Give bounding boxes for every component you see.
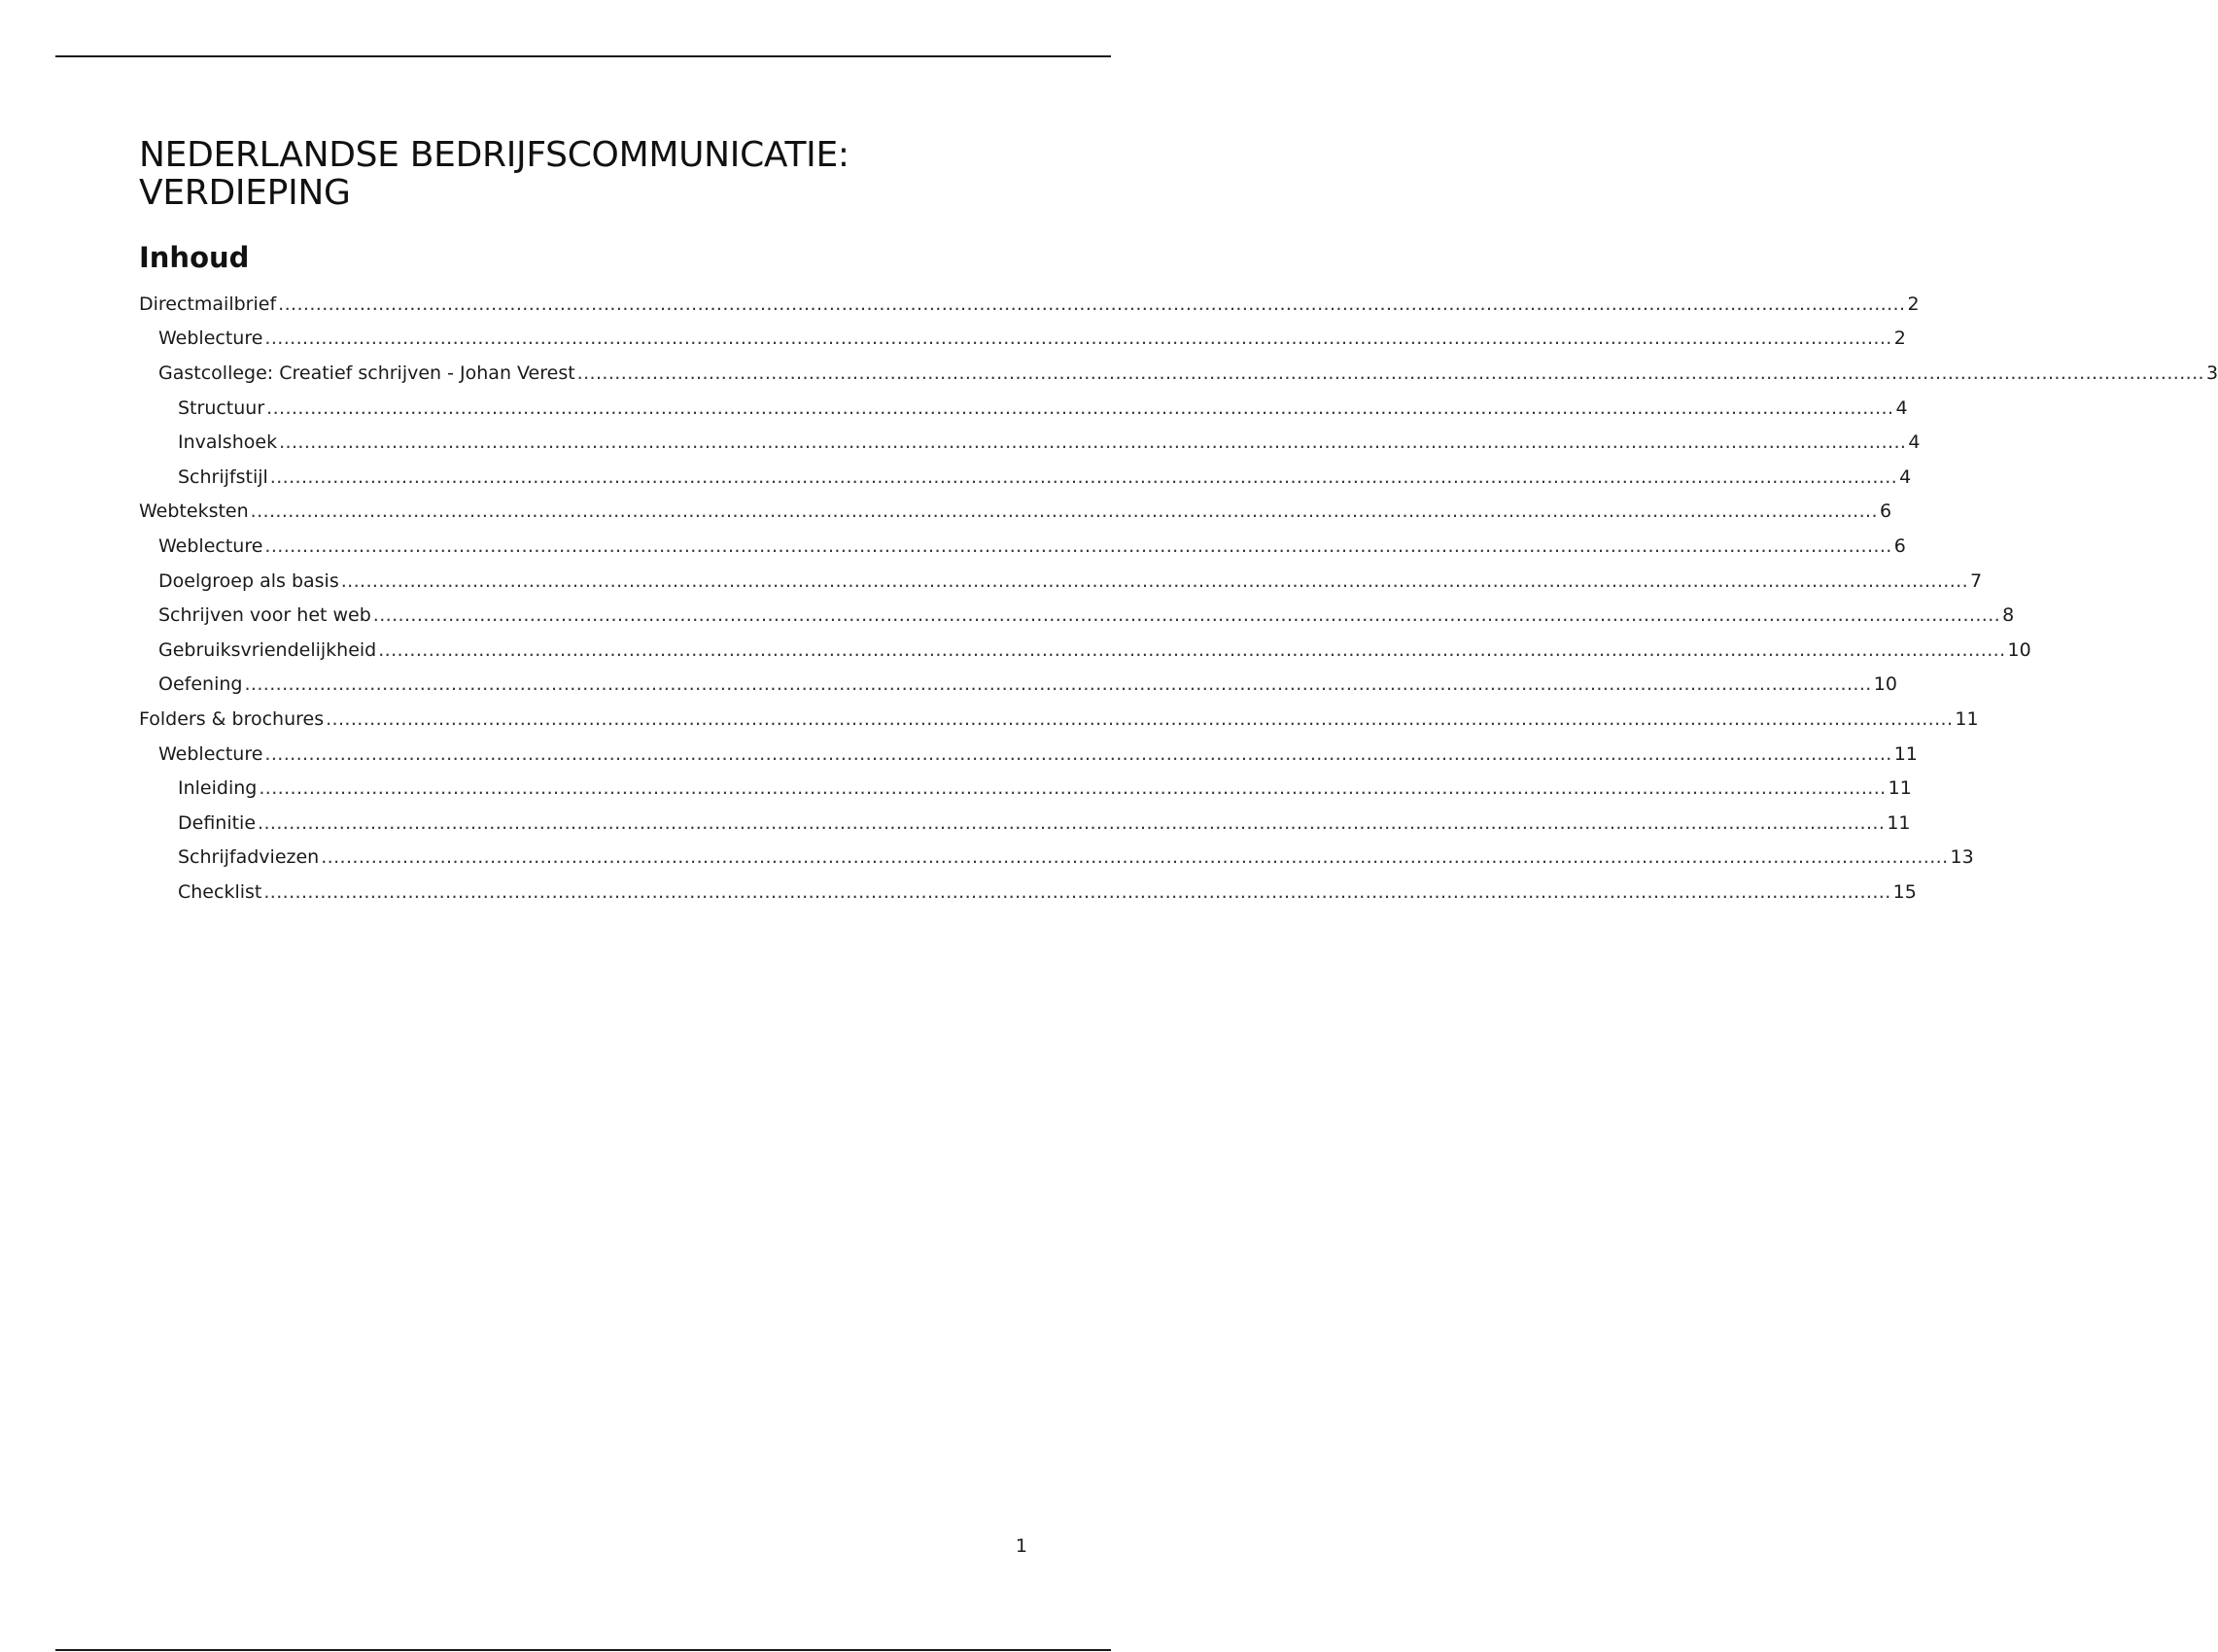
toc-dot-leader: ....................................................................................................................................................................................................................................................................	[378, 638, 2006, 661]
toc-dot-leader: ....................................................................................................................................................................................................................................................................	[269, 465, 1898, 488]
toc-entry-label: Definitie	[178, 811, 257, 834]
toc-entry-page: 15	[1892, 880, 1917, 903]
toc-entry-label: Webteksten	[139, 500, 249, 523]
toc-entry-label: Directmailbrief	[139, 293, 277, 315]
toc-entry-label: Folders & brochures	[139, 707, 325, 730]
toc-entry-page: 2	[1893, 327, 1906, 350]
top-rule	[55, 55, 1111, 57]
toc-entry-page: 11	[1955, 707, 1979, 730]
toc-entry-page: 4	[1899, 465, 1912, 488]
toc-entry-label: Schrijven voor het web	[158, 604, 371, 627]
toc-entry-page: 7	[1970, 569, 1983, 592]
toc-entry[interactable]	[139, 287, 1920, 322]
toc-heading: Inhoud	[139, 241, 250, 274]
toc-entry[interactable]	[139, 875, 1917, 910]
toc-entry-page: 2	[1907, 293, 1920, 315]
toc-entry[interactable]	[139, 356, 2218, 391]
toc-entry-page: 6	[1879, 500, 1892, 523]
document-title: NEDERLANDSE BEDRIJFSCOMMUNICATIE: VERDIEPING	[139, 135, 849, 213]
toc-entry-label: Weblecture	[158, 327, 263, 350]
toc-entry[interactable]	[139, 598, 2015, 633]
toc-entry[interactable]	[139, 322, 1906, 357]
toc-entry-page: 10	[1873, 673, 1897, 696]
toc-entry[interactable]	[139, 806, 1911, 841]
toc-entry-label: Gastcollege: Creatief schrijven - Johan Verest	[158, 361, 575, 384]
toc-entry-label: Gebruiksvriendelijkheid	[158, 638, 377, 661]
toc-dot-leader: ....................................................................................................................................................................................................................................................................	[278, 293, 1906, 315]
toc-entry-label: Weblecture	[158, 534, 263, 557]
toc-entry-label: Schrijfstijl	[178, 465, 268, 488]
toc-dot-leader: ....................................................................................................................................................................................................................................................................	[279, 431, 1907, 454]
toc-dot-leader: ....................................................................................................................................................................................................................................................................	[326, 707, 1954, 730]
toc-entry[interactable]	[139, 633, 2031, 668]
toc-entry[interactable]	[139, 495, 1892, 530]
toc-entry-page: 13	[1950, 846, 1974, 869]
toc-dot-leader: ....................................................................................................................................................................................................................................................................	[259, 777, 1887, 800]
page-number: 1	[1015, 1535, 1027, 1557]
toc-dot-leader: ....................................................................................................................................................................................................................................................................	[264, 742, 1892, 765]
toc-entry-page: 3	[2205, 361, 2218, 384]
toc-entry[interactable]	[139, 425, 1921, 460]
toc-entry-label: Oefening	[158, 673, 243, 696]
toc-entry[interactable]	[139, 391, 1908, 426]
toc-entry-page: 11	[1893, 742, 1918, 765]
toc-entry[interactable]	[139, 771, 1912, 806]
toc-entry[interactable]	[139, 668, 1897, 703]
toc-entry-label: Invalshoek	[178, 431, 278, 454]
toc-dot-leader: ....................................................................................................................................................................................................................................................................	[258, 811, 1886, 834]
toc-entry-page: 6	[1893, 534, 1906, 557]
toc-entry[interactable]	[139, 841, 1974, 876]
toc-entry[interactable]	[139, 737, 1918, 772]
page-content	[139, 135, 2218, 903]
toc-entry-label: Structuur	[178, 396, 265, 419]
toc-entry-label: Weblecture	[158, 742, 263, 765]
toc-entry-page: 4	[1895, 396, 1908, 419]
toc-dot-leader: ....................................................................................................................................................................................................................................................................	[244, 673, 1872, 696]
toc-entry-page: 11	[1887, 811, 1911, 834]
toc-entry-label: Inleiding	[178, 777, 258, 800]
toc-dot-leader: ....................................................................................................................................................................................................................................................................	[264, 534, 1892, 557]
toc-dot-leader: ....................................................................................................................................................................................................................................................................	[250, 500, 1878, 523]
toc-entry-label: Doelgroep als basis	[158, 569, 339, 592]
toc-dot-leader: ....................................................................................................................................................................................................................................................................	[321, 846, 1949, 869]
toc-dot-leader: ....................................................................................................................................................................................................................................................................	[266, 396, 1894, 419]
toc-dot-leader: ....................................................................................................................................................................................................................................................................	[263, 880, 1891, 903]
toc-entry-page: 11	[1888, 777, 1912, 800]
toc-dot-leader: ....................................................................................................................................................................................................................................................................	[576, 361, 2204, 384]
toc-entry-label: Checklist	[178, 880, 262, 903]
toc-entry[interactable]	[139, 460, 1912, 495]
toc-entry-page: 4	[1908, 431, 1921, 454]
toc-dot-leader: ....................................................................................................................................................................................................................................................................	[264, 327, 1892, 350]
toc-entry-label: Schrijfadviezen	[178, 846, 320, 869]
toc-entry-page: 10	[2007, 638, 2031, 661]
toc-entry[interactable]	[139, 564, 1983, 599]
toc-dot-leader: ....................................................................................................................................................................................................................................................................	[372, 604, 2001, 627]
bottom-rule	[55, 1649, 1111, 1651]
toc-entry[interactable]	[139, 529, 1906, 564]
table-of-contents	[139, 287, 2218, 910]
toc-dot-leader: ....................................................................................................................................................................................................................................................................	[340, 569, 1969, 592]
toc-entry[interactable]	[139, 702, 1979, 737]
toc-entry-page: 8	[2002, 604, 2015, 627]
